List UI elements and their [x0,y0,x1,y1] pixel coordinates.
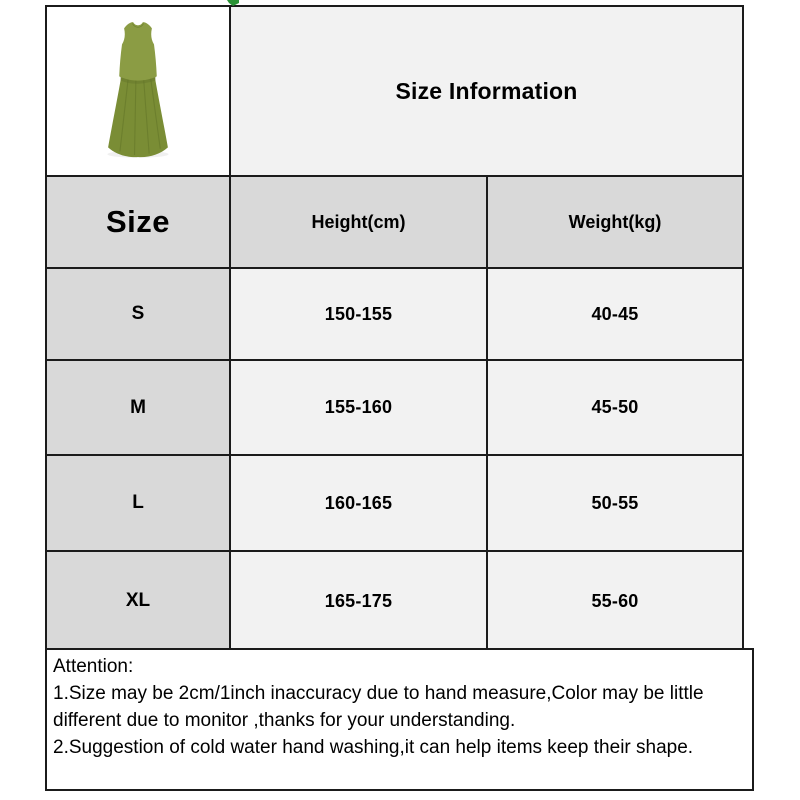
product-image-cell [47,7,229,175]
size-label-s: S [47,269,229,359]
height-value-m: 155-160 [231,361,486,454]
weight-value-m: 45-50 [488,361,742,454]
product-image [92,18,184,164]
weight-value-l: 50-55 [488,456,742,550]
attention-note-2: 2.Suggestion of cold water hand washing,it can help items keep their shape. [53,737,694,758]
size-label-xl: XL [47,552,229,650]
size-table [45,5,744,652]
attention-box [45,648,754,791]
height-value-xl: 165-175 [231,552,486,650]
weight-value-xl: 55-60 [488,552,742,650]
attention-title: Attention: [53,656,134,677]
column-header-size: Size [47,177,229,267]
weight-value-s: 40-45 [488,269,742,359]
column-header-height: Height(cm) [231,177,486,267]
size-information-header [231,7,742,175]
attention-note-1: 1.Size may be 2cm/1inch inaccuracy due to hand measure,Color may be little different due to monitor ,thanks for your understanding. [53,683,704,731]
page-title: Size Information [395,77,578,104]
column-header-weight: Weight(kg) [488,177,742,267]
green-corner-mark [227,0,239,6]
size-label-l: L [47,456,229,550]
height-value-s: 150-155 [231,269,486,359]
size-label-m: M [47,361,229,454]
height-value-l: 160-165 [231,456,486,550]
